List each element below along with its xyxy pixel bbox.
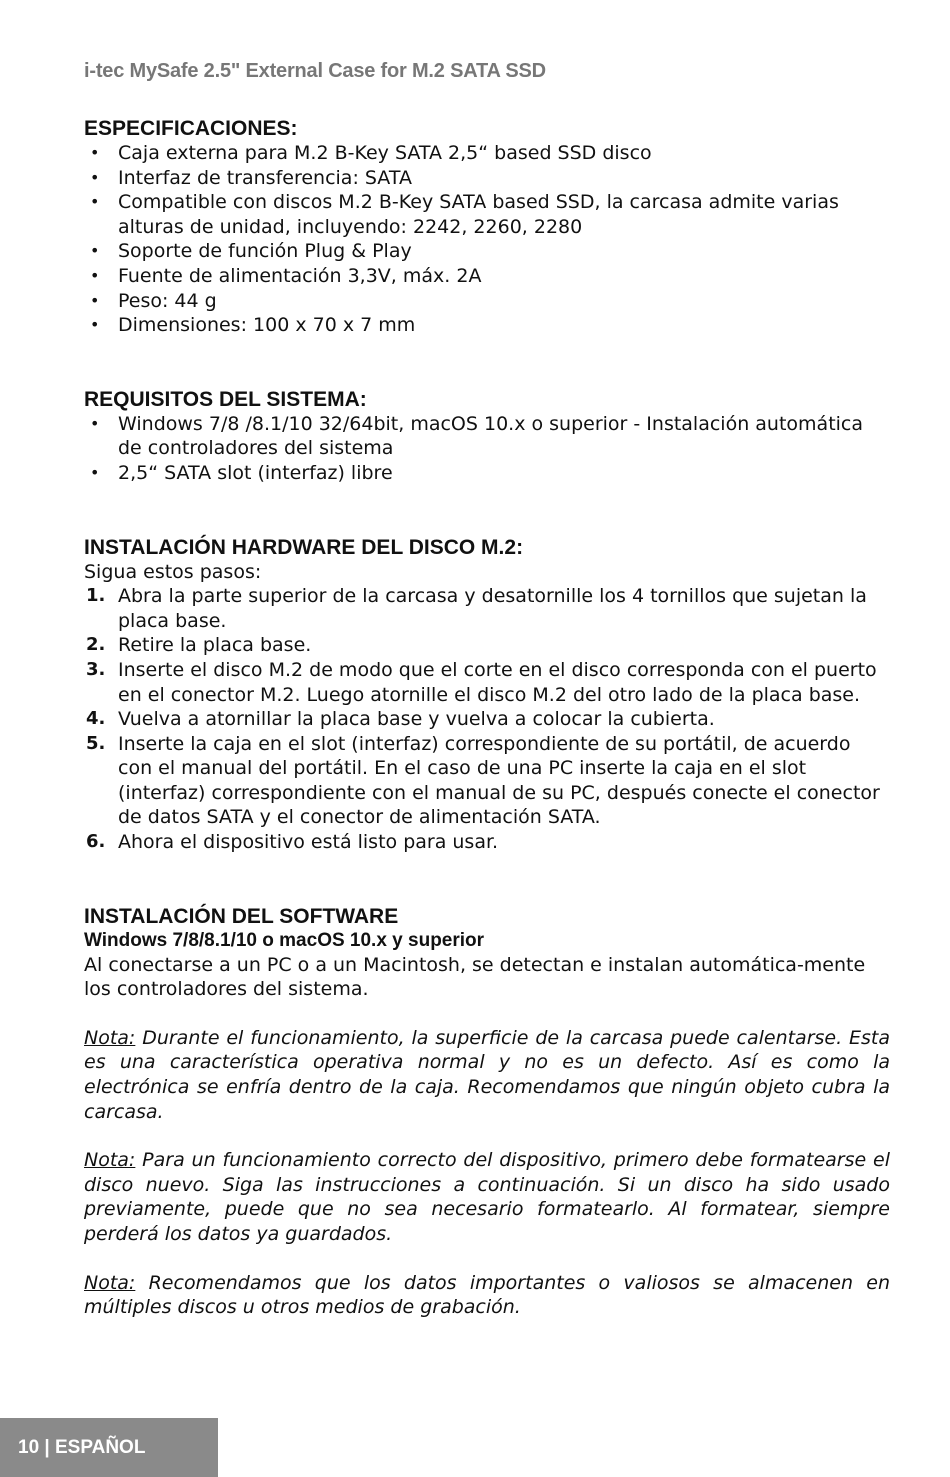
list-item — [84, 289, 890, 314]
hardware-intro: Sigua estos pasos: — [84, 560, 262, 583]
step-item — [84, 633, 890, 658]
list-item-text: Interfaz de transferencia: SATA — [118, 166, 412, 189]
step-item — [84, 584, 890, 633]
software-text: Al conectarse a un PC o a un Macintosh, se detectan e instalan automática-mente los controladores del sistema. — [84, 953, 866, 1001]
list-item-text: Caja externa para M.2 B-Key SATA 2,5“ based SSD disco — [118, 142, 652, 164]
specs-section — [84, 117, 890, 338]
list-item — [84, 412, 890, 461]
bullet-icon: • — [90, 315, 100, 335]
note-paragraph — [84, 1271, 890, 1320]
note-label: Nota: — [84, 1149, 136, 1172]
list-item-text: Dimensiones: 100 x 70 x 7 mm — [118, 314, 416, 337]
step-text: Retire la placa base. — [118, 634, 312, 657]
step-text: Inserte la caja en el slot (interfaz) correspondiente de su portátil, de acuerdo con el manual del portátil. En el caso de una PC inserte la caja en el slot (interfaz) correspondiente con el manual de su PC, después conecte el conector de datos SATA y el conector de alimentación SATA. — [118, 732, 880, 829]
bullet-icon: • — [90, 290, 100, 310]
step-text: Abra la parte superior de la carcasa y desatornille los 4 tornillos que sujetan la placa base. — [118, 585, 867, 632]
hardware-title: INSTALACIÓN HARDWARE DEL DISCO M.2: — [84, 535, 524, 559]
step-number: 2. — [86, 634, 106, 656]
hardware-section — [84, 536, 890, 855]
requirements-title: REQUISITOS DEL SISTEMA: — [84, 387, 367, 411]
step-number: 5. — [86, 732, 106, 754]
step-text: Vuelva a atornillar la placa base y vuelva a colocar la cubierta. — [118, 708, 715, 731]
note-label: Nota: — [84, 1271, 136, 1294]
spacer — [84, 1002, 890, 1026]
bullet-icon: • — [90, 462, 100, 482]
list-item-text: Windows 7/8 /8.1/10 32/64bit, macOS 10.x o superior - Instalación automática de controladores del sistema — [118, 412, 864, 460]
list-item-text: Fuente de alimentación 3,3V, máx. 2A — [118, 264, 482, 287]
spacer — [84, 855, 890, 905]
step-number: 4. — [86, 708, 106, 730]
document-header: i-tec MySafe 2.5" External Case for M.2 SATA SSD — [84, 60, 546, 82]
bullet-icon: • — [90, 192, 100, 212]
step-text: Inserte el disco M.2 de modo que el corte en el disco corresponda con el puerto en el conector M.2. Luego atornille el disco M.2 del otro lado de la placa base. — [118, 658, 877, 706]
hardware-steps — [84, 584, 890, 855]
note-label: Nota: — [84, 1026, 136, 1049]
step-item — [84, 732, 890, 830]
note-paragraph — [84, 1026, 890, 1124]
step-number: 1. — [86, 585, 106, 607]
spacer — [84, 338, 890, 388]
software-subtitle: Windows 7/8/8.1/10 o macOS 10.x y superior — [84, 929, 485, 951]
bullet-icon: • — [90, 167, 100, 187]
list-item — [84, 190, 890, 239]
bullet-icon: • — [90, 265, 100, 285]
list-item-text: Compatible con discos M.2 B-Key SATA based SSD, la carcasa admite varias alturas de unidad, incluyendo: 2242, 2260, 2280 — [118, 191, 839, 238]
list-item — [84, 264, 890, 289]
note-text: Durante el funcionamiento, la superficie de la carcasa puede calentarse. Esta es una característica operativa normal y no es un defecto. Así es como la electrónica se enfría dentro de la caja. Recomendamos que ningún objeto cubra la carcasa. — [84, 1026, 890, 1123]
step-number: 6. — [86, 831, 106, 853]
note-text: Recomendamos que los datos importantes o valiosos se almacenen en múltiples discos u otros medios de grabación. — [84, 1271, 890, 1319]
step-text: Ahora el dispositivo está listo para usar. — [118, 831, 499, 854]
software-title: INSTALACIÓN DEL SOFTWARE — [84, 904, 399, 928]
specs-list — [84, 141, 890, 338]
bullet-icon: • — [90, 241, 100, 261]
list-item — [84, 313, 890, 338]
list-item-text: Peso: 44 g — [118, 289, 217, 312]
software-section — [84, 905, 890, 1002]
spacer — [84, 1124, 890, 1148]
spacer — [84, 486, 890, 536]
step-item — [84, 707, 890, 732]
document-page — [84, 60, 890, 1320]
list-item-text: 2,5“ SATA slot (interfaz) libre — [118, 461, 393, 484]
step-item — [84, 830, 890, 855]
list-item — [84, 461, 890, 486]
specs-title: ESPECIFICACIONES: — [84, 117, 298, 140]
bullet-icon: • — [90, 143, 100, 162]
note-paragraph — [84, 1148, 890, 1246]
requirements-section — [84, 388, 890, 486]
spacer — [84, 1247, 890, 1271]
step-item — [84, 658, 890, 707]
list-item-text: Soporte de función Plug & Play — [118, 240, 412, 263]
list-item — [84, 141, 890, 166]
step-number: 3. — [86, 658, 106, 680]
list-item — [84, 166, 890, 191]
requirements-list — [84, 412, 890, 486]
page-footer-tab: 10 | ESPAÑOL — [0, 1418, 218, 1477]
note-text: Para un funcionamiento correcto del dispositivo, primero debe formatearse el disco nuevo. Siga las instrucciones a continuación. Si un disco ha sido usado previamente, puede que no sea necesario formatearlo. Al formatear, siempre perderá los datos ya guardados. — [84, 1149, 890, 1245]
bullet-icon: • — [90, 413, 100, 433]
list-item — [84, 239, 890, 264]
